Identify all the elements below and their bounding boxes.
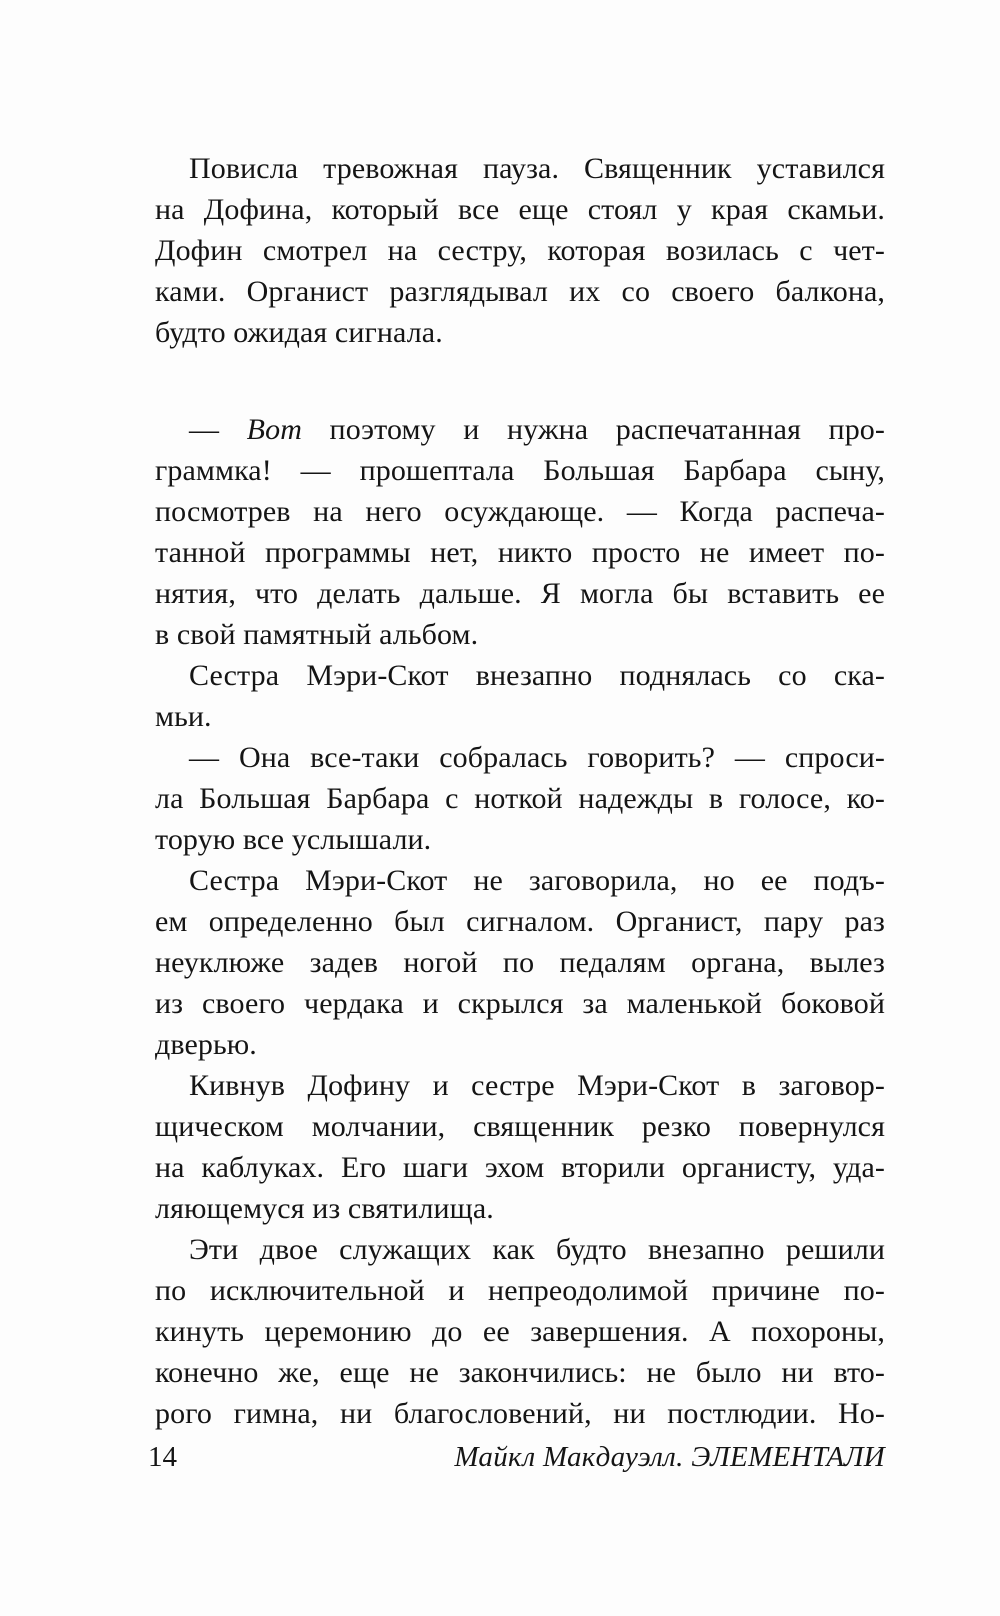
text-line: на Дофина, который все еще стоял у края скамьи.: [155, 193, 885, 226]
page-text: [155, 148, 885, 1434]
text-line: на каблуках. Его шаги эхом вторили органисту, уда-: [155, 1151, 885, 1184]
text-line: танной программы нет, никто просто не имеет по-: [155, 536, 885, 569]
text-line: по исключительной и непреодолимой причине по-: [155, 1274, 885, 1307]
text-line: ла Большая Барбара с ноткой надежды в голосе, ко-: [155, 782, 885, 815]
text-line: посмотрев на него осуждающе. — Когда распеча-: [155, 495, 885, 528]
text-line: кинуть церемонию до ее завершения. А похороны,: [155, 1315, 885, 1348]
text-line: ляющемуся из святилища.: [155, 1192, 494, 1225]
text-line: Сестра Мэри-Скот внезапно поднялась со ска-: [189, 659, 885, 692]
text-line: Дофин смотрел на сестру, которая возилась с чет-: [155, 234, 885, 267]
text-line: граммка! — прошептала Большая Барбара сыну,: [155, 454, 885, 487]
text-line: будто ожидая сигнала.: [155, 316, 443, 349]
running-title: Майкл Макдауэлл. ЭЛЕМЕНТАЛИ: [454, 1441, 885, 1473]
text-line: Сестра Мэри-Скот не заговорила, но ее подъ-: [189, 864, 885, 897]
page-footer: [148, 1440, 885, 1474]
text-line: неуклюже задев ногой по педалям органа, вылез: [155, 946, 885, 979]
text-segment: —: [189, 413, 247, 446]
text-line: торую все услышали.: [155, 823, 432, 856]
text-line: мьи.: [155, 700, 212, 733]
text-segment: поэтому и нужна распечатанная про-: [301, 413, 885, 446]
text-line: — Она все-таки собралась говорить? — спроси-: [189, 741, 885, 774]
text-line: нятия, что делать дальше. Я могла бы вставить ее: [155, 577, 885, 610]
text-line: в свой памятный альбом.: [155, 618, 479, 651]
text-line: щическом молчании, священник резко повернулся: [155, 1110, 885, 1143]
text-line: рого гимна, ни благословений, ни постлюдии. Но-: [155, 1397, 885, 1430]
italic-text: Вот: [246, 413, 302, 446]
text-line: Повисла тревожная пауза. Священник уставился: [189, 152, 885, 185]
text-line: [155, 409, 885, 450]
text-line: Кивнув Дофину и сестре Мэри-Скот в заговор-: [189, 1069, 885, 1102]
text-line: ками. Органист разглядывал их со своего балкона,: [155, 275, 885, 308]
text-line: из своего чердака и скрылся за маленькой боковой: [155, 987, 885, 1020]
text-line: дверью.: [155, 1028, 257, 1061]
page-number-label: 14: [148, 1441, 177, 1473]
text-line: Эти двое служащих как будто внезапно решили: [189, 1233, 885, 1266]
text-line: конечно же, еще не закончились: не было ни вто-: [155, 1356, 885, 1389]
text-line: ем определенно был сигналом. Органист, пару раз: [155, 905, 885, 938]
